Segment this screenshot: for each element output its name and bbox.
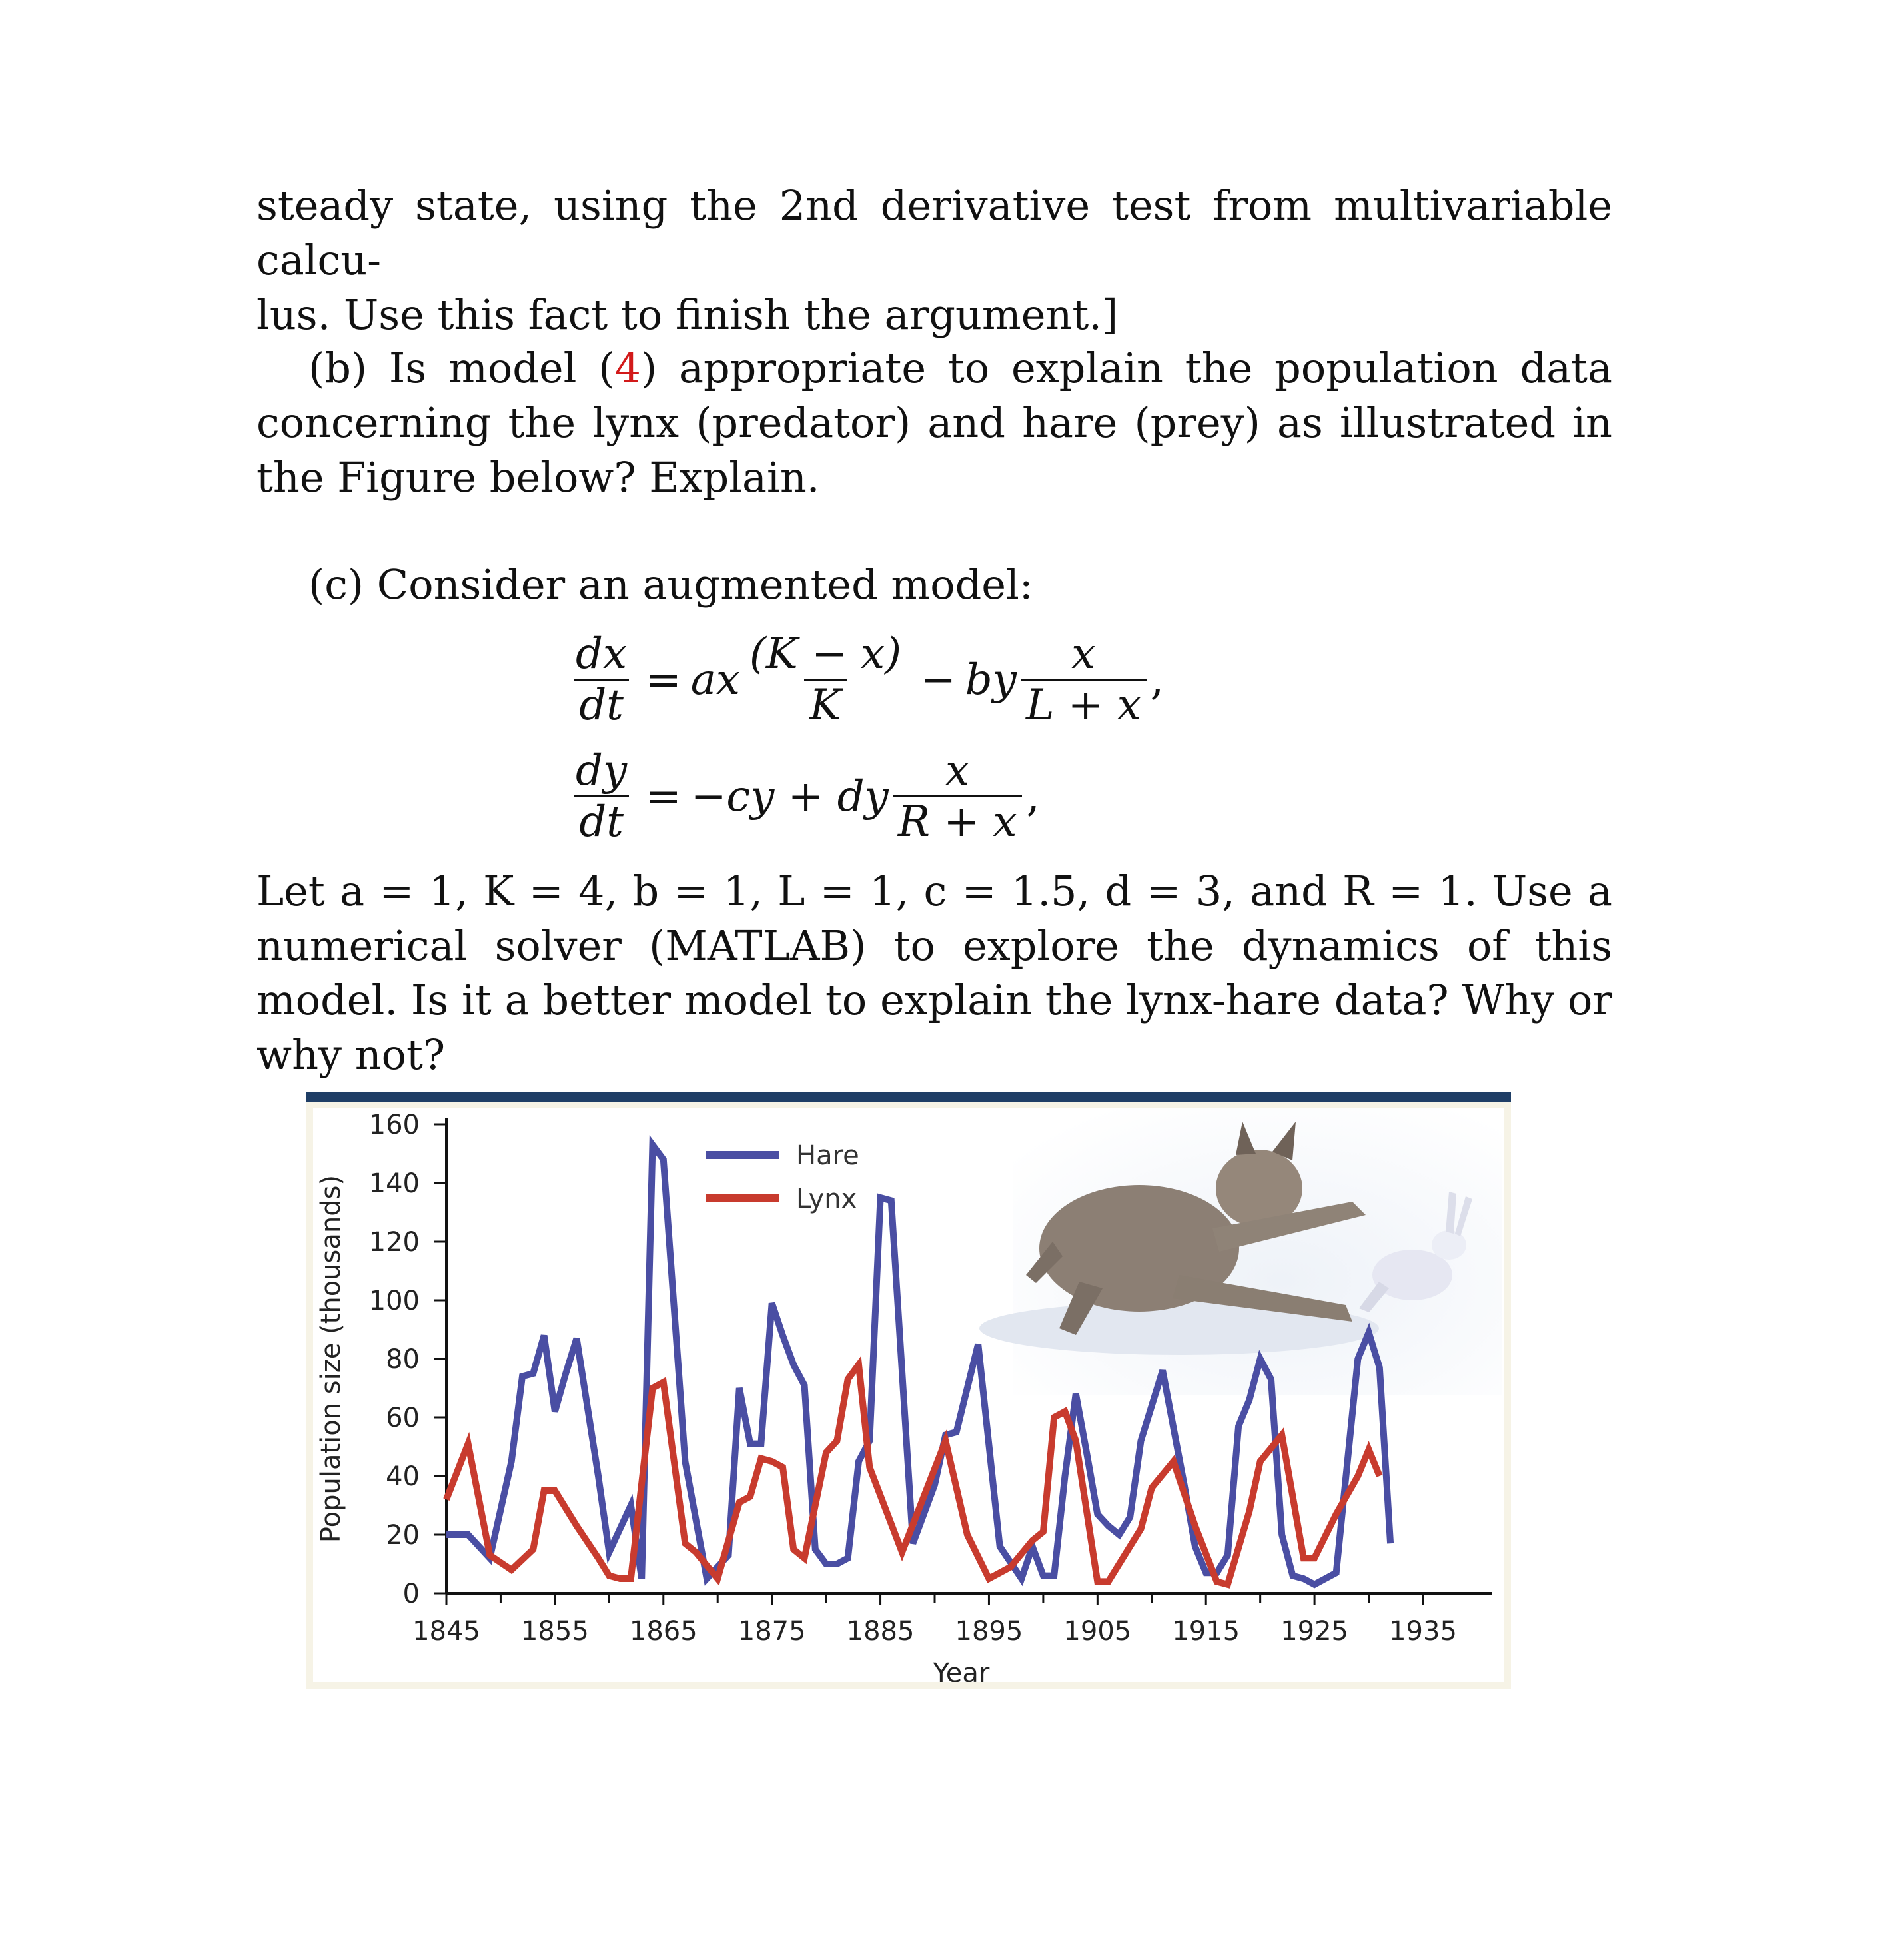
text-line: steady state, using the 2nd derivative test from multivariable calcu-	[256, 181, 1612, 284]
equation-block	[566, 629, 1499, 849]
x-tick-label: 1875	[737, 1616, 806, 1647]
parameters-text: Let a = 1, K = 4, b = 1, L = 1, c = 1.5, d = 3, and R = 1. Use a numerical solver (MATLAB) to explore the dynamics of this model. Is it a better model to explain the lynx-hare data? Why or why not?	[256, 867, 1612, 1079]
comma: ,	[1026, 771, 1040, 821]
y-tick-label: 40	[386, 1461, 420, 1492]
part-b-text	[256, 341, 1612, 505]
frac-den: dt	[574, 679, 629, 730]
y-tick-label: 0	[402, 1579, 420, 1609]
x-tick-label: 1935	[1389, 1616, 1457, 1647]
frac-num: dy	[576, 746, 628, 795]
y-tick-label: 20	[386, 1520, 420, 1551]
y-tick-label: 140	[368, 1168, 420, 1199]
term-cy-dy: −cy + dy	[690, 771, 889, 821]
x-tick-label: 1895	[955, 1616, 1023, 1647]
frac-den: R + x	[893, 795, 1023, 847]
frac-num: x	[945, 746, 970, 795]
x-tick-label: 1855	[520, 1616, 589, 1647]
frac-num: x	[1071, 629, 1096, 679]
fraction-x-over-r-x	[893, 746, 1023, 847]
paragraph-parameters	[256, 864, 1612, 1082]
x-tick-label: 1915	[1172, 1616, 1240, 1647]
equation-ref-link[interactable]: 4	[614, 344, 641, 392]
equals-sign: =	[646, 771, 682, 821]
term-ax: ax	[690, 655, 740, 705]
figure-lynx-hare	[306, 1092, 1511, 1689]
y-tick-label: 160	[368, 1110, 420, 1140]
paragraph-part-b	[256, 341, 1612, 505]
y-tick-label: 120	[368, 1227, 420, 1258]
equals-sign: =	[646, 655, 682, 705]
part-b-before: (b) Is model (	[308, 344, 615, 392]
part-c-text: (c) Consider an augmented model:	[308, 560, 1033, 609]
figure-panel	[313, 1108, 1504, 1682]
x-tick-label: 1865	[629, 1616, 698, 1647]
lynx-hare-illustration	[979, 1108, 1502, 1395]
term-by: by	[965, 655, 1017, 705]
y-tick-label: 80	[386, 1344, 420, 1375]
x-tick-label: 1905	[1063, 1616, 1132, 1647]
fraction-x-over-l-x	[1021, 629, 1147, 730]
fraction-dy-dt	[570, 746, 632, 847]
equation-dx-dt	[566, 629, 1164, 730]
y-tick-label: 100	[368, 1286, 420, 1316]
legend-label-hare: Hare	[796, 1140, 859, 1171]
figure-top-bar	[306, 1092, 1511, 1102]
part-b-after: ) appropriate to explain the population data concerning the lynx (predator) and hare (prey) as illustrated in the Figure below? Explain.	[256, 344, 1613, 502]
x-axis-label: Year	[933, 1658, 990, 1682]
frac-num: (K − x)	[749, 629, 902, 679]
paragraph-intro	[256, 179, 1612, 342]
paragraph-part-c	[256, 558, 1612, 612]
fraction-dx-dt	[570, 629, 632, 730]
minus-sign: −	[920, 655, 956, 705]
frac-den: dt	[574, 795, 629, 847]
y-axis-label: Population size (thousands)	[316, 1174, 346, 1543]
equation-dy-dt	[566, 746, 1040, 847]
x-tick-label: 1845	[412, 1616, 480, 1647]
frac-num: dx	[576, 629, 628, 679]
chart-legend	[706, 1140, 859, 1214]
x-tick-label: 1885	[846, 1616, 915, 1647]
fraction-k-x-over-k	[744, 629, 907, 730]
population-chart	[313, 1108, 1504, 1682]
x-tick-label: 1925	[1280, 1616, 1349, 1647]
frac-den: K	[804, 679, 847, 730]
frac-den: L + x	[1021, 679, 1147, 730]
y-tick-label: 60	[386, 1403, 420, 1433]
comma: ,	[1150, 655, 1165, 705]
legend-label-lynx: Lynx	[796, 1184, 857, 1214]
text-line: lus. Use this fact to finish the argument.]	[256, 290, 1119, 339]
